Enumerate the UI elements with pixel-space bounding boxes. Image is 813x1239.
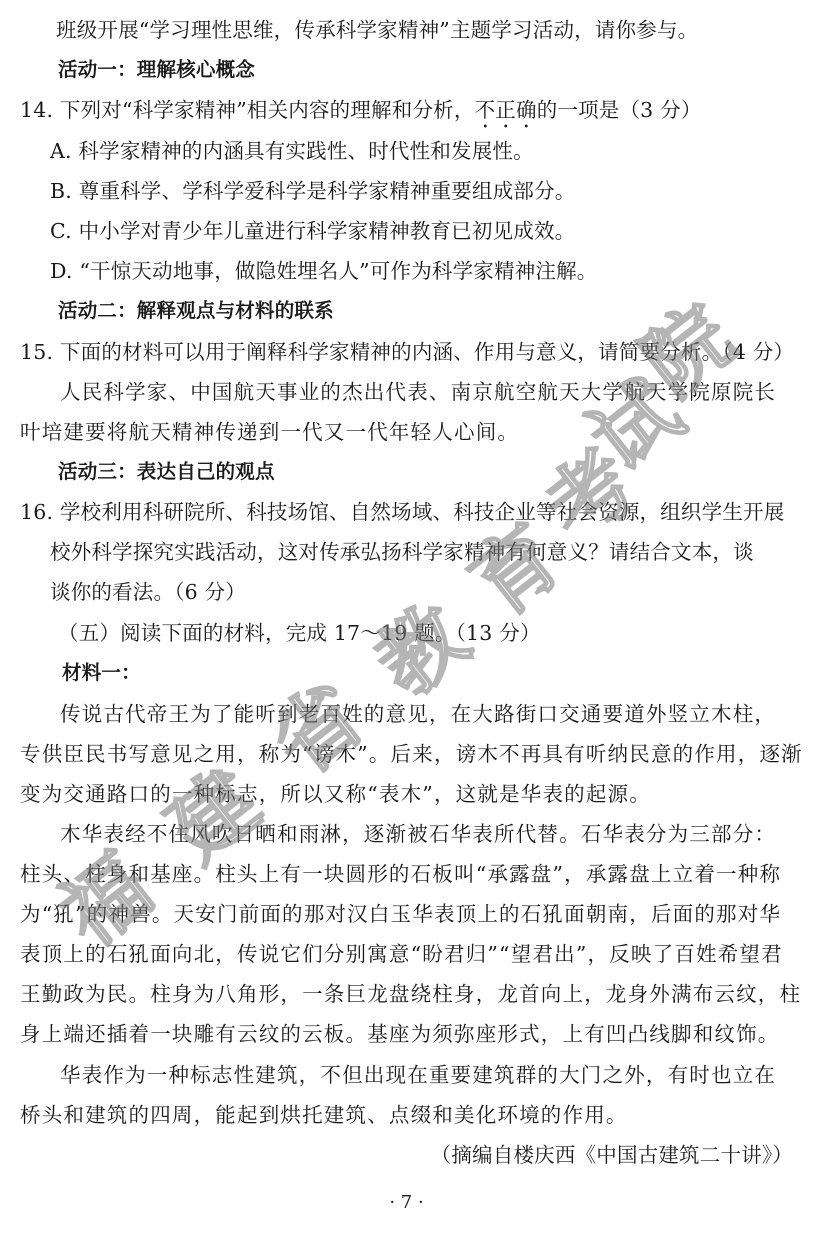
activity-1-heading: 活动一：理解核心概念 [58, 58, 256, 81]
watermark-char: 院 [624, 285, 752, 416]
paragraph-3-line-1: 华表作为一种标志性建筑，不但出现在重要建筑群的大门之外，有时也立在 [60, 1063, 777, 1087]
watermark-char: 教 [358, 585, 486, 716]
question-14-stem [20, 98, 702, 122]
paragraph-1-line-3: 变为交通路口的一种标志，所以又称“表木”，这就是华表的起源。 [20, 782, 651, 806]
activity-3-heading: 活动三：表达自己的观点 [58, 460, 275, 483]
paragraph-2-line-1: 木华表经不住风吹日晒和雨淋，逐渐被石华表所代替。石华表分为三部分： [60, 822, 777, 846]
page-number: · 7 · [389, 1192, 424, 1213]
watermark-char: 育 [452, 505, 580, 636]
watermark-char: 省 [254, 664, 382, 795]
paragraph-2-line-5: 王勤政为民。柱身为八角形，一条巨龙盘绕柱身，龙首向上，龙身外满布云纹，柱 [20, 982, 802, 1006]
question-16-line-1: 16. 学校利用科研院所、科技场馆、自然场域、科技企业等社会资源，组织学生开展 [20, 500, 785, 524]
activity-2-heading: 活动二：解释观点与材料的联系 [58, 299, 334, 322]
paragraph-3-line-2: 桥头和建筑的四周，能起到烘托建筑、点缀和美化环境的作用。 [20, 1103, 628, 1127]
source-citation: （摘编自楼庆西《中国古建筑二十讲》） [430, 1143, 793, 1167]
paragraph-2-line-4: 表顶上的石犼面向北，传说它们分别寓意“盼君归”“望君出”，反映了百姓希望君 [20, 942, 783, 966]
watermark-char: 建 [150, 750, 278, 881]
question-15-material-line-1: 人民科学家、中国航天事业的杰出代表、南京航空航天大学航天学院原院长 [60, 380, 777, 404]
question-15-material-line-2: 叶培建要将航天精神传递到一代又一代年轻人心间。 [20, 420, 520, 444]
watermark-char: 福 [42, 835, 170, 966]
question-15-stem: 15. 下面的材料可以用于阐释科学家精神的内涵、作用与意义，请简要分析。（4 分） [20, 340, 795, 364]
question-14-emphasis: 不正确 [475, 98, 537, 129]
section-5-heading: （五）阅读下面的材料，完成 17～19 题。（13 分） [58, 621, 541, 645]
watermark-char: 试 [572, 360, 700, 491]
question-14-option-a: A. 科学家精神的内涵具有实践性、时代性和发展性。 [50, 139, 534, 163]
question-14-suffix: 的一项是（3 分） [536, 98, 702, 122]
material-1-label: 材料一： [62, 661, 141, 684]
intro-text: 班级开展“学习理性思维，传承科学家精神”主题学习活动，请你参与。 [56, 18, 699, 42]
question-16-line-3: 谈你的看法。（6 分） [50, 580, 247, 604]
paragraph-2-line-2: 柱头、柱身和基座。柱头上有一块圆形的石板叫“承露盘”，承露盘上立着一种称 [20, 862, 782, 886]
question-16-line-2: 校外科学探究实践活动，这对传承弘扬科学家精神有何意义？请结合文本，谈 [50, 540, 754, 564]
question-14-option-b: B. 尊重科学、学科学爱科学是科学家精神重要组成部分。 [50, 179, 576, 203]
question-14-prefix: 14. 下列对“科学家精神”相关内容的理解和分析， [20, 98, 475, 122]
watermark-char: 考 [527, 430, 655, 561]
question-14-option-d: D. “干惊天动地事，做隐姓埋名人”可作为科学家精神注解。 [50, 259, 598, 283]
paragraph-1-line-1: 传说古代帝王为了能听到老百姓的意见，在大路街口交通要道外竖立木柱， [60, 702, 777, 726]
paragraph-2-line-3: 为“犼”的神兽。天安门前面的那对汉白玉华表顶上的石犼面朝南，后面的那对华 [20, 902, 782, 926]
paragraph-1-line-2: 专供臣民书写意见之用，称为“谤木”。后来，谤木不再具有听纳民意的作用，逐渐 [20, 742, 803, 766]
question-14-option-c: C. 中小学对青少年儿童进行科学家精神教育已初见成效。 [50, 219, 576, 243]
paragraph-2-line-6: 身上端还插着一块雕有云纹的云板。基座为须弥座形式，上有凹凸线脚和纹饰。 [20, 1022, 780, 1046]
